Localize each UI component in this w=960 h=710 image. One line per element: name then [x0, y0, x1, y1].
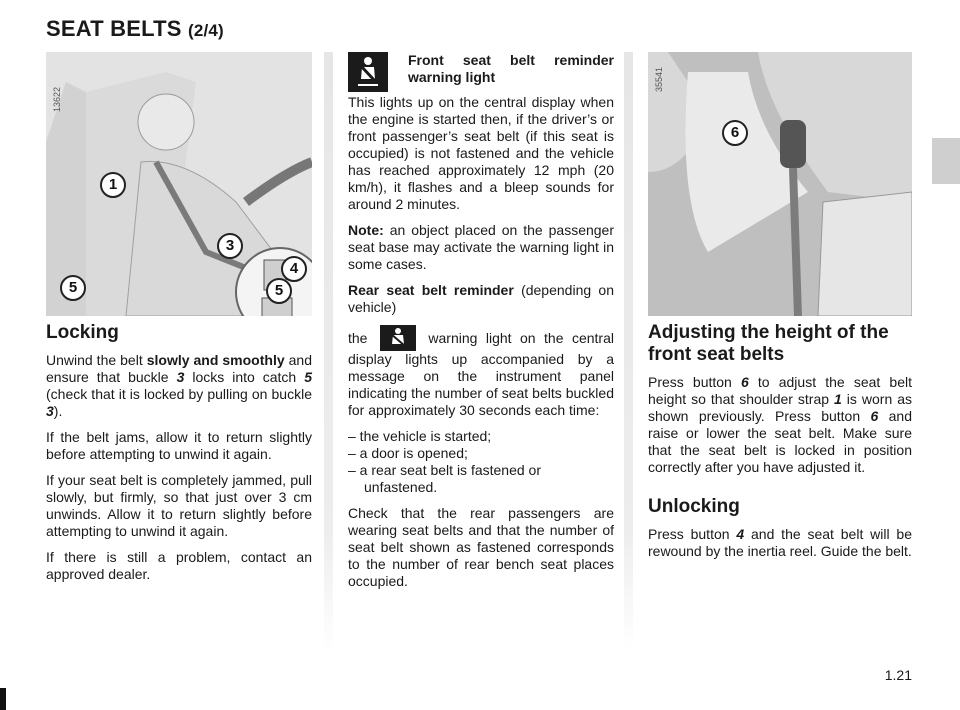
- page-number: 1.21: [884, 667, 912, 683]
- text-fragment: and the seat belt will be rewound by the inertia reel. Guide the belt.: [648, 526, 912, 559]
- locking-paragraph-1: [46, 352, 312, 420]
- reminder-text: This lights up on the central display when the engine is started then, if the driver’s or front passenger’s seat belt (if this seat is occupied) is not fastened and the vehicle has reached approximately 12 mph (20 km/h), it flashes and a bleep sounds for around 2 minutes.: [348, 94, 614, 212]
- reminder-header: [348, 52, 614, 92]
- text-fragment: locks into catch: [184, 369, 305, 385]
- ref-number: 4: [736, 526, 745, 542]
- title-subtitle: (2/4): [187, 21, 224, 40]
- text-fragment: warning light on the central display lights up accompanied by a message on the instrument panel indicating the number of seat belts buckled for approximately 30 seconds each time:: [348, 330, 614, 418]
- text-fragment: and ensure that buckle: [46, 352, 312, 385]
- list-item: – the vehicle is started;: [348, 428, 492, 444]
- ref-number: 3: [176, 369, 185, 385]
- text-fragment: the: [348, 330, 376, 346]
- locking-paragraph-2: If the belt jams, allow it to return slightly before attempting to unwind it again.: [46, 429, 312, 462]
- column-divider-left: [324, 52, 333, 652]
- title-text: SEAT BELTS: [46, 16, 182, 41]
- seatbelt-warning-icon: [348, 52, 388, 92]
- figure-driver-seatbelt: [46, 52, 312, 316]
- left-column: [46, 322, 312, 592]
- ref-number: 6: [870, 408, 879, 424]
- figure-code: 13622: [52, 86, 62, 112]
- adjust-paragraph: [648, 374, 912, 476]
- page-marker: [0, 688, 6, 710]
- rear-label: Rear seat belt reminder: [348, 282, 514, 298]
- callout-4: 4: [281, 256, 307, 282]
- ref-number: 6: [740, 374, 749, 390]
- ref-number: 5: [304, 369, 312, 385]
- callout-5b: 5: [266, 278, 292, 304]
- text-fragment: and raise or lower the seat belt. Make sure that the seat belt is locked in position correctly after you have adjusted it.: [648, 408, 912, 475]
- middle-column: [348, 52, 614, 599]
- reminder-title: Front seat belt reminder warning light: [408, 52, 614, 85]
- note-paragraph: [348, 222, 614, 273]
- driver-illustration: [46, 52, 312, 316]
- unlocking-heading: Unlocking: [648, 496, 740, 517]
- figure-seatbelt-height: [648, 52, 912, 316]
- seatbelt-warning-icon: [380, 325, 416, 351]
- locking-paragraph-3: If your seat belt is completely jammed, pull slowly, but firmly, so that just over 3 cm unwinds. Allow it to return slightly before attempting to unwind it again.: [46, 472, 312, 539]
- text-fragment: Press button: [648, 374, 741, 390]
- unlocking-paragraph: [648, 526, 912, 560]
- section-tab: [932, 138, 960, 184]
- rear-reminder-text: [348, 325, 614, 419]
- text-fragment: (check that it is locked by pulling on buckle: [46, 386, 312, 402]
- emphasis: slowly and smoothly: [146, 352, 285, 368]
- text-fragment: ).: [53, 403, 63, 419]
- figure-code: 35541: [654, 66, 664, 92]
- final-paragraph: Check that the rear passengers are wearing seat belts and that the number of seat belt shown as fastened corresponds to the number of rear bench seat places occupied.: [348, 505, 614, 589]
- text-fragment: Press button: [648, 526, 737, 542]
- callout-1: 1: [100, 172, 126, 198]
- ref-number: 3: [46, 403, 54, 419]
- column-divider-right: [624, 52, 633, 652]
- text-fragment: to adjust the seat belt height so that shoulder strap: [648, 374, 912, 407]
- note-label: Note:: [348, 222, 384, 238]
- adjust-heading: Adjusting the height of the front seat belts: [648, 322, 889, 365]
- text-fragment: Unwind the belt: [46, 352, 147, 368]
- callout-3: 3: [217, 233, 243, 259]
- list-item: – a door is opened;: [348, 445, 468, 461]
- ref-number: 1: [834, 391, 842, 407]
- list-item: – a rear seat belt is fastened or unfastened.: [348, 462, 541, 495]
- note-text: an object placed on the passenger seat base may activate the warning light in some cases.: [348, 222, 614, 272]
- locking-paragraph-4: If there is still a problem, contact an approved dealer.: [46, 549, 312, 582]
- callout-6: 6: [722, 120, 748, 146]
- conditions-list: [348, 428, 614, 496]
- text-fragment: is worn as shown previously. Press button: [648, 391, 912, 424]
- page-title: [46, 16, 224, 42]
- locking-heading: Locking: [46, 322, 119, 343]
- pillar-illustration: [648, 52, 912, 316]
- right-column: [648, 322, 912, 569]
- rear-reminder-heading: [348, 282, 614, 316]
- callout-5a: 5: [60, 275, 86, 301]
- rear-suffix: (depending on vehicle): [348, 282, 614, 315]
